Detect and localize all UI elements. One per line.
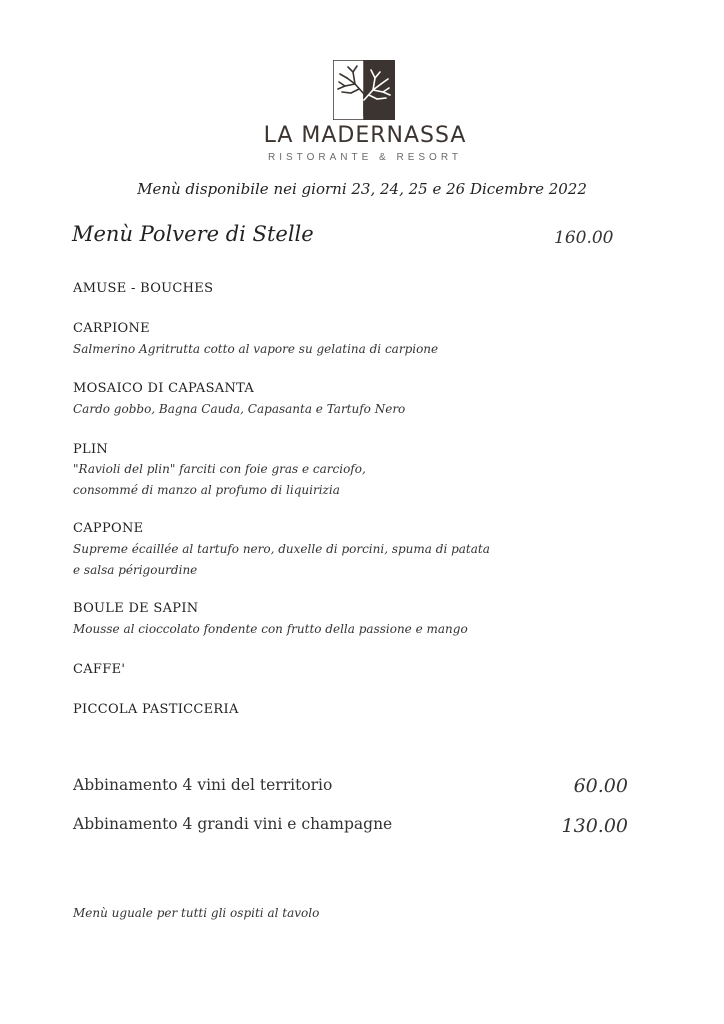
course-plin-desc-line1: "Ravioli del plin" farciti con foie gras e carciofo, (73, 462, 366, 476)
menu-price: 160.00 (554, 228, 614, 248)
course-carpione-desc: Salmerino Agritrutta cotto al vapore su gelatina di carpione (73, 342, 439, 356)
tree-icon (333, 60, 395, 120)
brand-name: LA MADERNASSA (263, 123, 467, 148)
course-cappone: CAPPONE (73, 521, 144, 536)
pairing-price: 60.00 (573, 775, 628, 797)
course-cappone-desc-line1: Supreme écaillée al tartufo nero, duxelle di porcini, spuma di patata (73, 542, 490, 556)
pairing-price: 130.00 (561, 815, 628, 837)
menu-title: Menù Polvere di Stelle (72, 222, 314, 246)
course-boule-desc: Mousse al cioccolato fondente con frutto della passione e mango (73, 622, 468, 636)
pairing-label: Abbinamento 4 grandi vini e champagne (73, 815, 393, 833)
availability-dates: Menù disponibile nei giorni 23, 24, 25 e 26 Dicembre 2022 (137, 180, 587, 198)
logo (255, 58, 475, 168)
course-mosaico-desc: Cardo gobbo, Bagna Cauda, Capasanta e Tartufo Nero (73, 402, 406, 416)
pairing-label: Abbinamento 4 vini del territorio (73, 776, 333, 794)
brand-tagline: RISTORANTE & RESORT (268, 152, 462, 163)
course-cappone-desc-line2: e salsa périgourdine (73, 563, 198, 577)
course-carpione: CARPIONE (73, 321, 150, 336)
course-amuse-bouches: AMUSE - BOUCHES (73, 281, 214, 296)
course-plin: PLIN (73, 442, 109, 457)
course-piccola-pasticceria: PICCOLA PASTICCERIA (73, 702, 239, 717)
course-boule-de-sapin: BOULE DE SAPIN (73, 601, 199, 616)
course-plin-desc-line2: consommé di manzo al profumo di liquirizia (73, 483, 340, 497)
course-caffe: CAFFE' (73, 662, 126, 677)
course-mosaico-di-capasanta: MOSAICO DI CAPASANTA (73, 381, 255, 396)
footer-note: Menù uguale per tutti gli ospiti al tavolo (73, 906, 320, 920)
